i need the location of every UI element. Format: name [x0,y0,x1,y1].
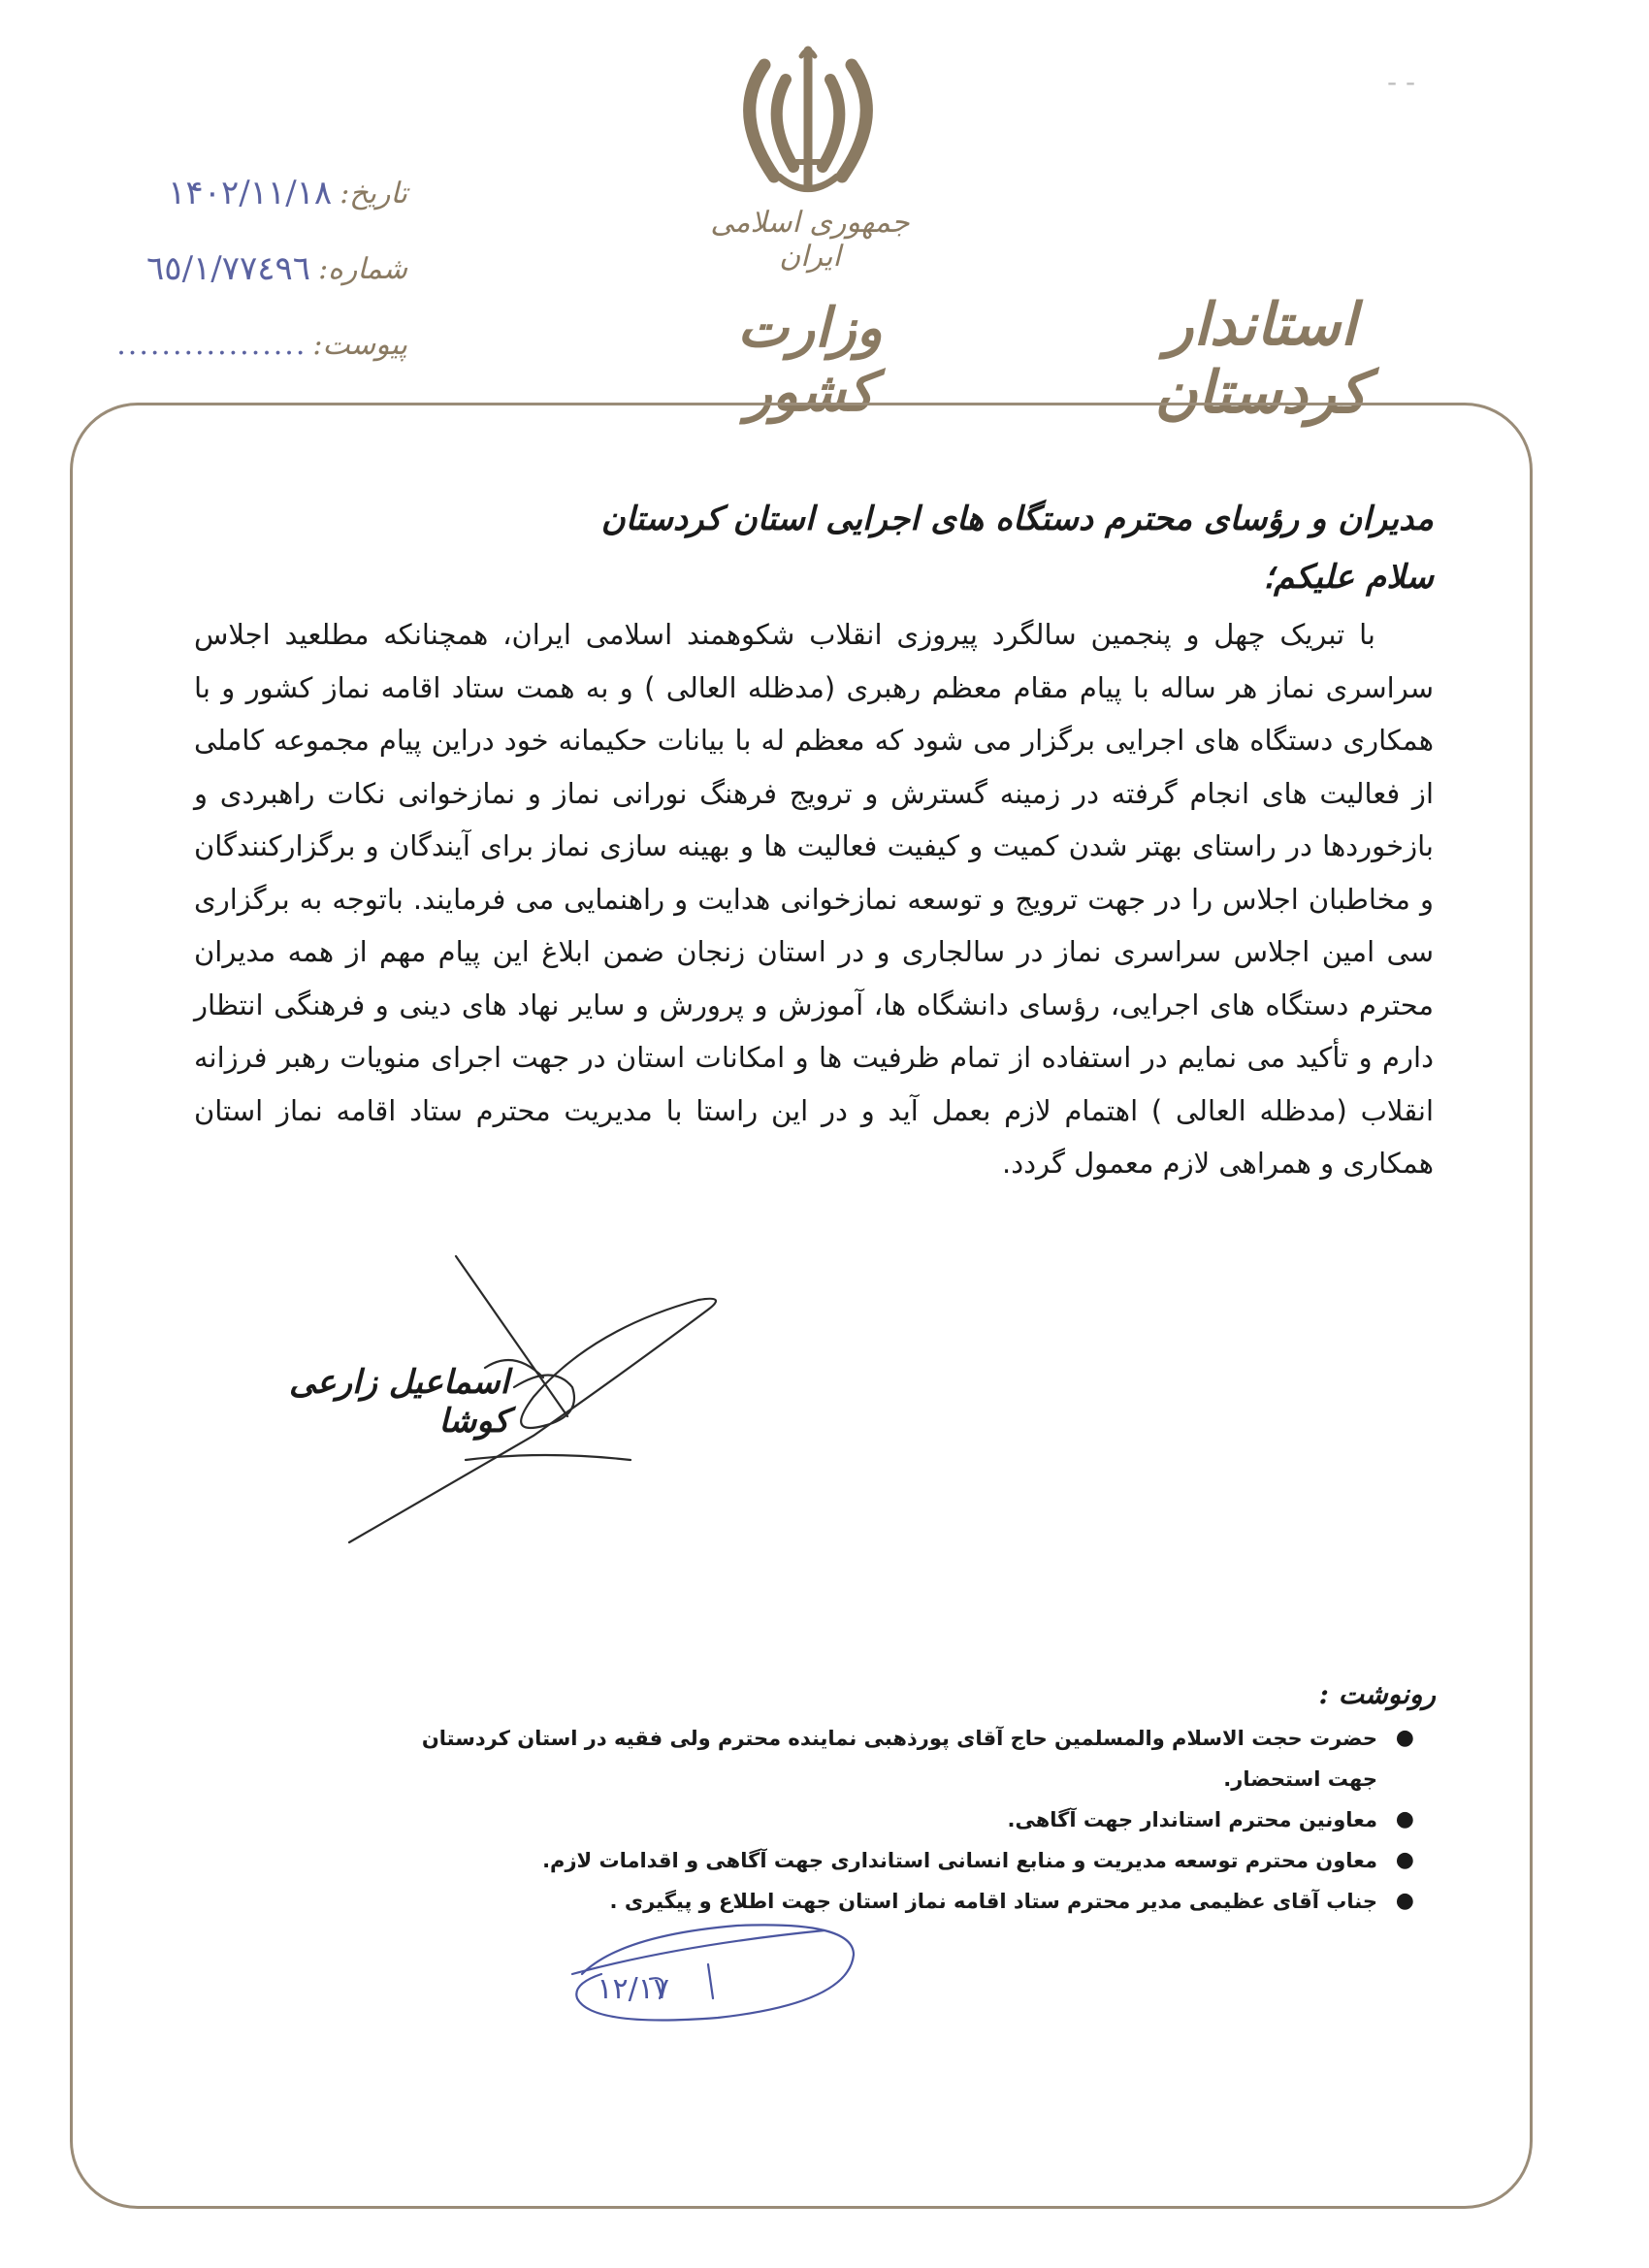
republic-title: جمهوری اسلامی ایران [710,206,910,274]
ministry-title: وزارت کشور [737,296,883,424]
bullet-icon: ● [1395,1889,1414,1913]
bullet-icon: ● [1395,1726,1414,1750]
date-label: تاریخ: [340,176,407,211]
scan-mark: - - [1387,66,1416,98]
cc-item-text: معاون محترم توسعه مدیریت و منابع انسانی استانداری جهت آگاهی و اقدامات لازم. [542,1849,1377,1872]
governor-title: استاندار کردستان [1154,291,1368,427]
greeting-line: سلام علیکم؛ [1263,558,1434,597]
cc-item [407,1840,1436,1881]
signatory-name: اسماعیل زارعی کوشا [289,1363,509,1441]
bullet-icon: ● [1395,1848,1414,1872]
cc-item-text: معاونین محترم استاندار جهت آگاهی. [1007,1808,1377,1831]
number-field [68,241,407,297]
cc-item [407,1718,1436,1799]
cc-section [407,1678,1436,1922]
recipient-line: مدیران و رؤسای محترم دستگاه های اجرایی استان کردستان [600,500,1434,538]
attachment-label: پیوست: [312,327,407,362]
cc-item-text: جناب آقای عظیمی مدیر محترم ستاد اقامه نماز استان جهت اطلاع و پیگیری . [609,1890,1377,1913]
cc-list [407,1718,1436,1922]
attachment-field [68,316,407,373]
cc-item-text: حضرت حجت الاسلام والمسلمین حاج آقای پورذهبی نماینده محترم ولی فقیه در استان کردستان جهت استحضار. [421,1727,1377,1791]
date-value: ١۴٠٢/١١/١٨ [168,174,333,212]
letter-body [194,490,1434,1190]
initials-scribble [563,1906,873,2052]
attachment-value: ................. [116,327,307,362]
cc-item [407,1799,1436,1840]
letter-paragraph-text: با تبریک چهل و پنجمین سالگرد پیروزی انقلاب شکوهمند اسلامی ایران، همچنانکه مطلعید اجلاس سراسری نماز هر ساله با پیام مقام معظم رهبری (مدظله العالی ) و به همت ستاد اقامه نماز کشور و با همکاری دستگاه های اجرایی برگزار می شود که معظم له با بیانات حکیمانه خود دراین پیام مجموعه کاملی از فعالیت های انجام گرفته در زمینه گسترش و ترویج فرهنگ نورانی نماز و نمازخوانی نکات راهبردی و بازخوردها در راستای بهتر شدن کمیت و کیفیت فعالیت ها و بهینه سازی نماز برای آیندگان و برگزارکنندگان و مخاطبان اجلاس را در جهت ترویج و توسعه نمازخوانی هدایت و راهنمایی می فرمایند. باتوجه به برگزاری سی امین اجلاس سراسری نماز در سالجاری و در استان زنجان ضمن ابلاغ این پیام مهم از همه مدیران محترم دستگاه های اجرایی، رؤسای دانشگاه ها، آموزش و پرورش و سایر نهاد های دینی و فرهنگی انتظار دارم و تأکید می نمایم در استفاده از تمام ظرفیت ها و امکانات استان در جهت اجرای منویات رهبر فرزانه انقلاب (مدظله العالی ) اهتمام لازم بعمل آید و در این راستا با مدیریت محترم ستاد اقامه نماز استان همکاری و همراهی لازم معمول گردد. [194,618,1434,1180]
iran-emblem-icon [726,41,890,211]
cc-title: رونوشت : [1318,1678,1436,1710]
number-value: ٦٥/١/٧٧٤٩٦ [146,249,311,288]
initials-text: ١٢/١٧ [597,1972,669,2006]
letter-paragraph [194,608,1434,1190]
cc-item [407,1881,1436,1922]
date-field [68,165,407,221]
number-label: شماره: [318,251,407,286]
bullet-icon: ● [1395,1807,1414,1831]
